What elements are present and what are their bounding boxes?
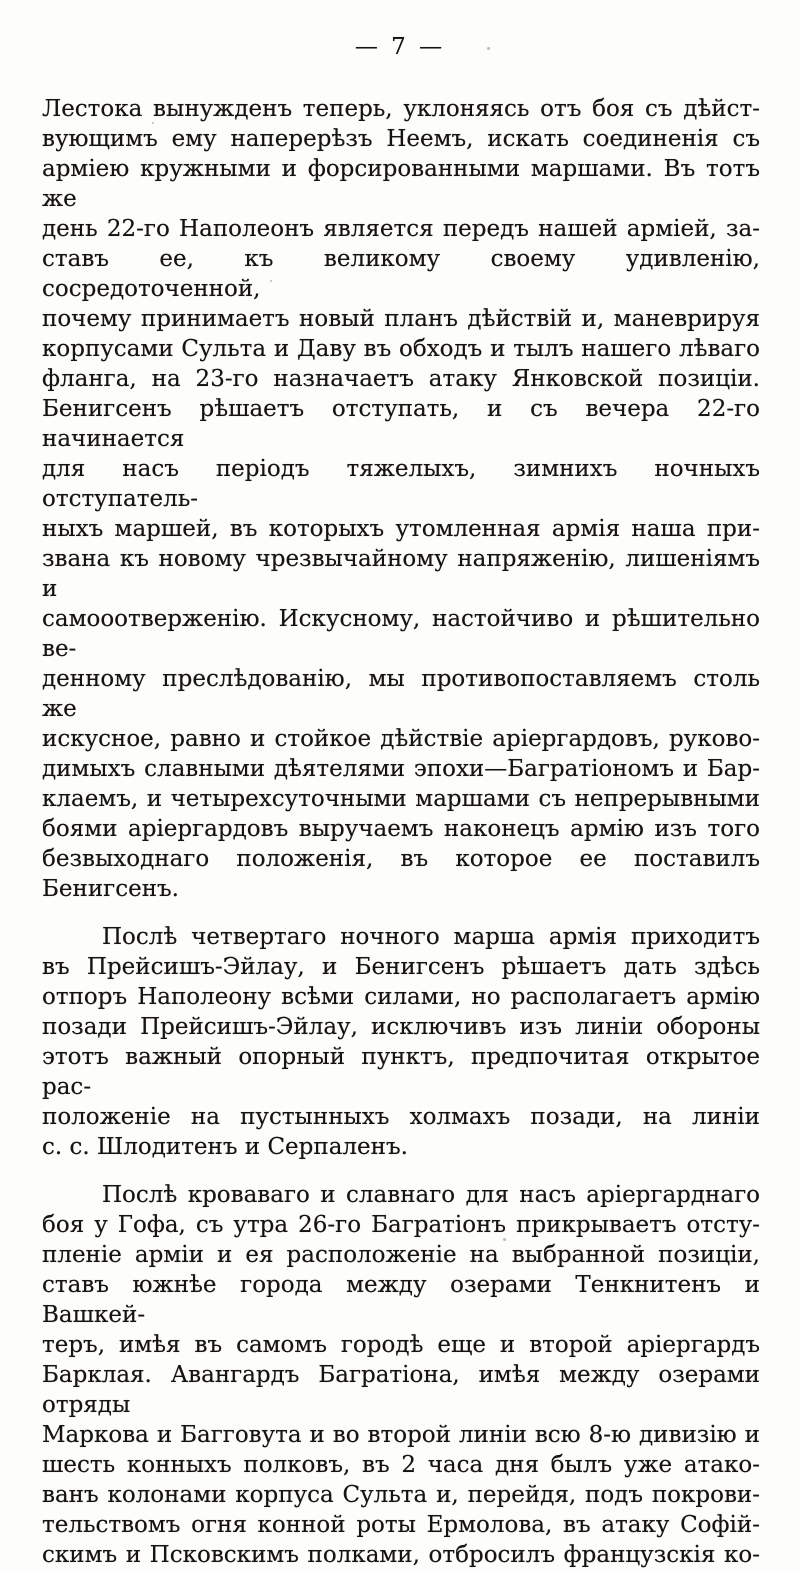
scan-speck (487, 47, 490, 50)
text-line: въ Прейсишъ-Эйлау, и Бенигсенъ рѣшаетъ дать здѣсь (42, 954, 760, 980)
text-line: пленіе арміи и ея расположеніе на выбранной позиціи, (42, 1242, 760, 1268)
text-line: почему принимаетъ новый планъ дѣйствій и, маневрируя (42, 306, 760, 332)
text-line: звана къ новому чрезвычайному напряженію, лишеніямъ и (42, 546, 760, 602)
text-line: ставъ ее, къ великому своему удивленію, сосредоточенной, (42, 246, 760, 302)
text-line: позади Прейсишъ-Эйлау, исключивъ изъ линіи обороны (42, 1014, 760, 1040)
paragraph-3 (42, 1180, 760, 1570)
text-line: боя у Гофа, съ утра 26-го Багратіонъ прикрываетъ отсту- (42, 1212, 760, 1238)
text-line: для насъ періодъ тяжелыхъ, зимнихъ ночныхъ отступатель- (42, 456, 760, 512)
text-line: самооотверженію. Искусному, настойчиво и рѣшительно ве- (42, 606, 760, 662)
text-line: клаемъ, и четырехсуточными маршами съ непрерывными (42, 786, 760, 812)
paragraph-2 (42, 922, 760, 1162)
paragraph-1 (42, 94, 760, 904)
text-line: ныхъ маршей, въ которыхъ утомленная армія наша при- (42, 516, 760, 542)
text-line: корпусами Сульта и Даву въ обходъ и тылъ нашего лѣваго (42, 336, 760, 362)
text-line: димыхъ славными дѣятелями эпохи—Багратіономъ и Бар- (42, 756, 760, 782)
text-line: ставъ южнѣе города между озерами Тенкнитенъ и Вашкей- (42, 1272, 760, 1328)
text-line: вующимъ ему наперерѣзъ Неемъ, искать соединенія съ (42, 126, 760, 152)
text-line: денному преслѣдованію, мы противопоставляемъ столь же (42, 666, 760, 722)
text-line: искусное, равно и стойкое дѣйствіе аріергардовъ, руково- (42, 726, 760, 752)
text-line: тельствомъ огня конной роты Ермолова, въ атаку Софій- (42, 1512, 760, 1538)
text-line: безвыходнаго положенія, въ которое ее поставилъ Бенигсенъ. (42, 846, 760, 902)
text-line: боями аріергардовъ выручаемъ наконецъ армію изъ того (42, 816, 760, 842)
page-number: — 7 — (354, 34, 446, 60)
text-line: с. с. Шлодитенъ и Серпаленъ. (42, 1134, 408, 1160)
text-line: фланга, на 23-го назначаетъ атаку Янковской позиціи. (42, 366, 760, 392)
text-line: положеніе на пустынныхъ холмахъ позади, на линіи (42, 1104, 760, 1130)
text-line: этотъ важный опорный пунктъ, предпочитая открытое рас- (42, 1044, 760, 1100)
text-line: отпоръ Наполеону всѣми силами, но располагаетъ армію (42, 984, 760, 1010)
text-line: Маркова и Багговута и во второй линіи всю 8-ю дивизію и (42, 1422, 760, 1448)
text-block (42, 94, 760, 1570)
text-line: Лестока вынужденъ теперь, уклоняясь отъ боя съ дѣйст- (42, 96, 760, 122)
text-line: Бенигсенъ рѣшаетъ отступать, и съ вечера 22-го начинается (42, 396, 760, 452)
text-line: Послѣ кроваваго и славнаго для насъ аріергарднаго (102, 1182, 760, 1208)
text-line: Послѣ четвертаго ночного марша армія приходитъ (102, 924, 760, 950)
text-line: Барклая. Авангардъ Багратіона, имѣя между озерами отряды (42, 1362, 760, 1418)
text-line: день 22-го Наполеонъ является передъ нашей арміей, за- (42, 216, 760, 242)
text-line: теръ, имѣя въ самомъ городѣ еще и второй аріергардъ (42, 1332, 760, 1358)
text-line: шесть конныхъ полковъ, въ 2 часа дня былъ уже атако- (42, 1452, 760, 1478)
text-line: скимъ и Псковскимъ полками, отбросилъ французскія ко- (42, 1542, 760, 1568)
text-line: арміею кружными и форсированными маршами. Въ тотъ же (42, 156, 760, 212)
text-line: ванъ колонами корпуса Сульта и, перейдя, подъ покрови- (42, 1482, 760, 1508)
